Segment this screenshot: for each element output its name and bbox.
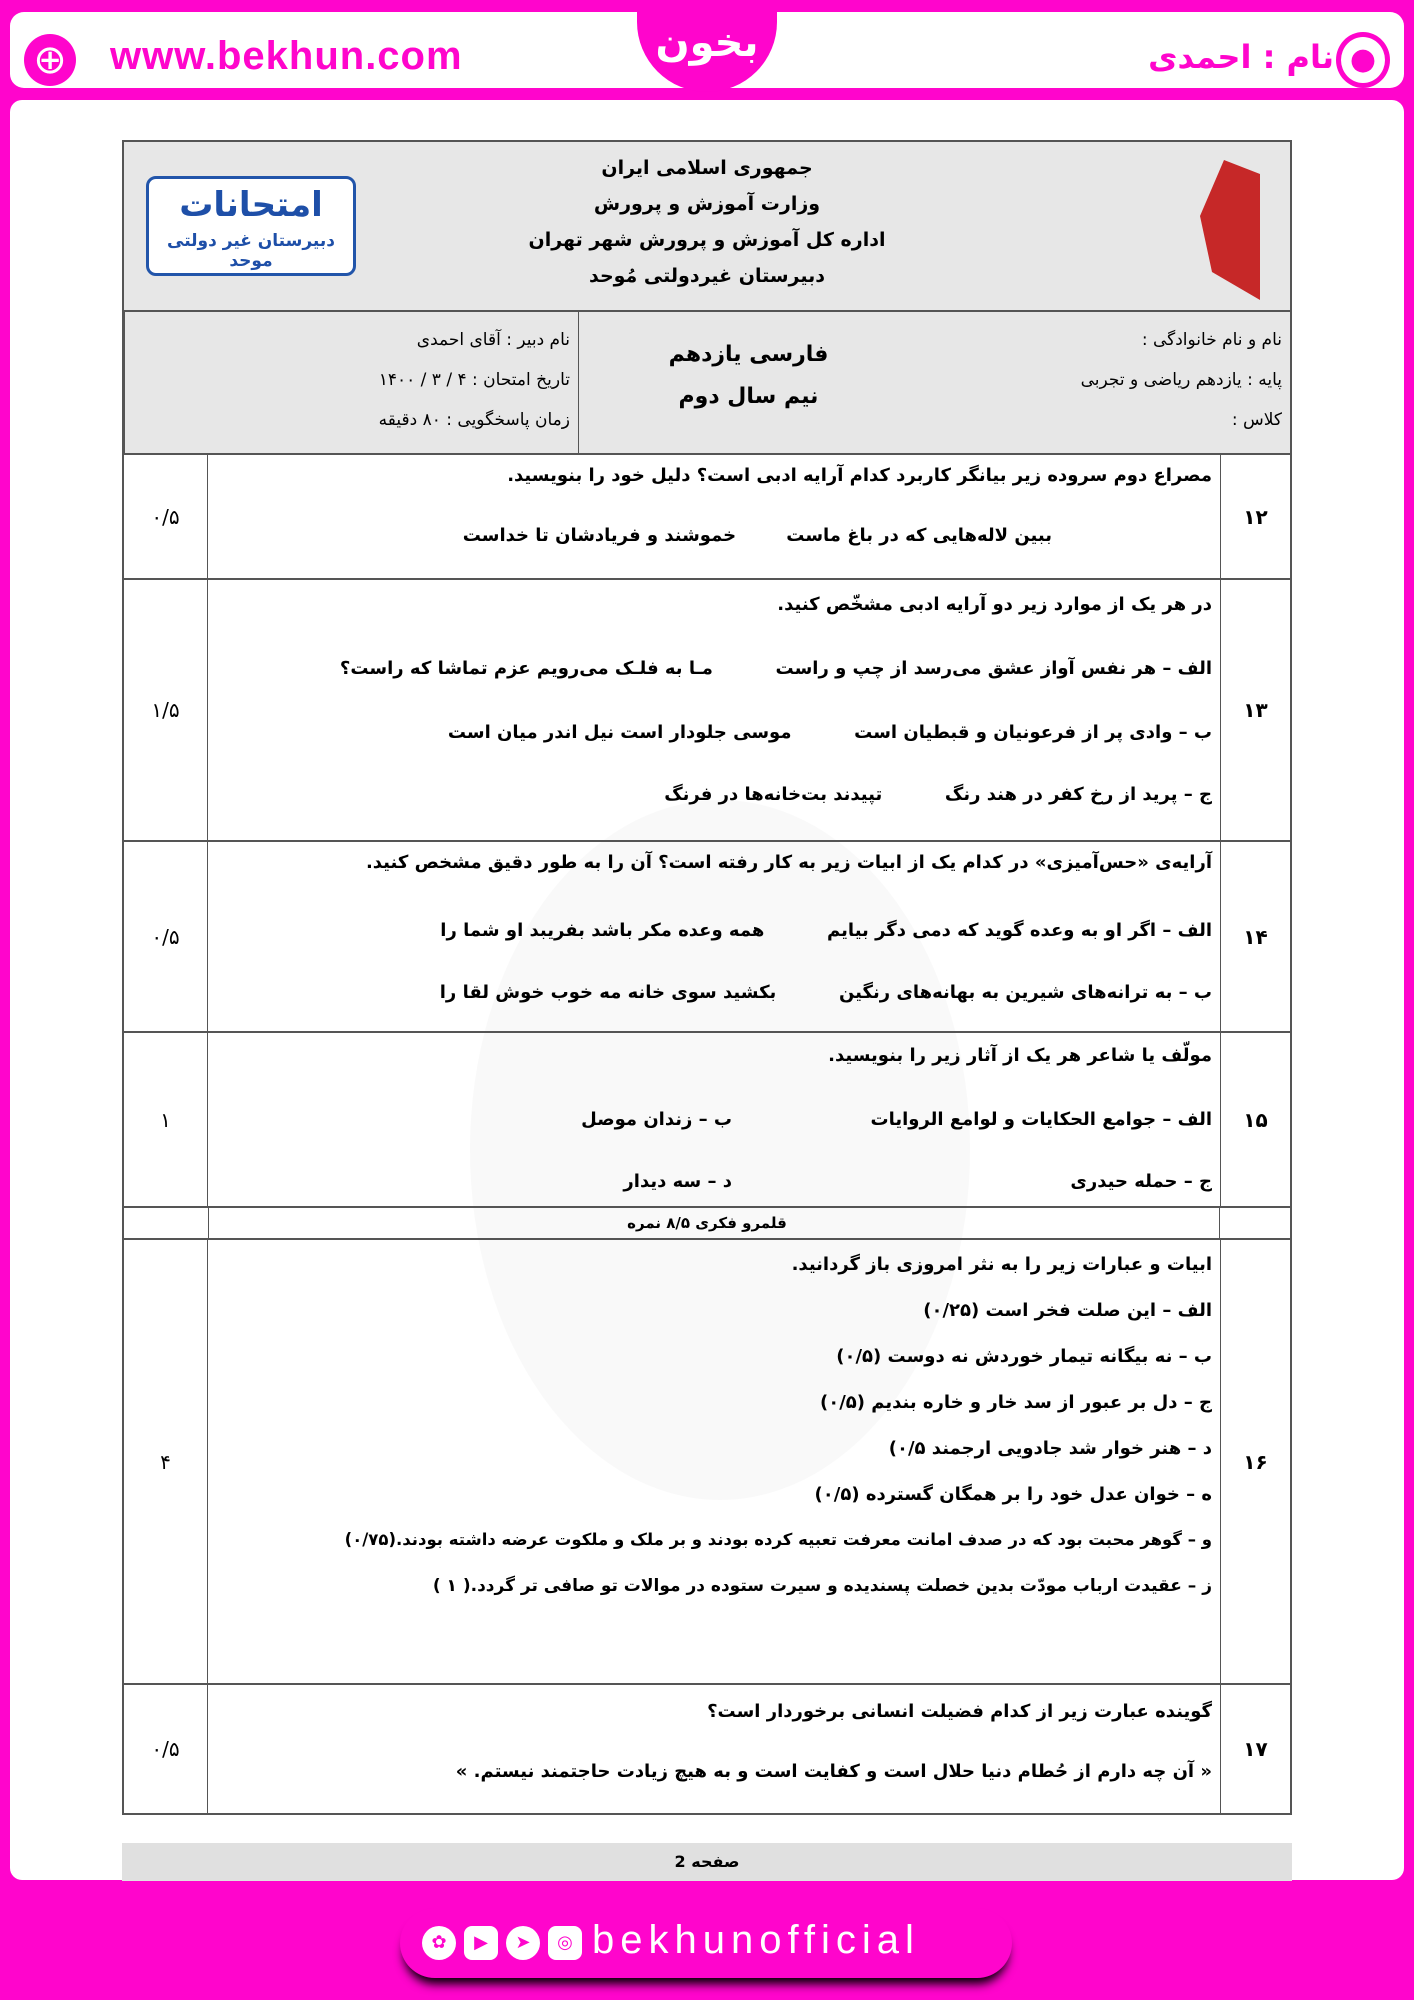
question-number: ۱۴ bbox=[1220, 842, 1290, 1031]
question-number: ۱۵ bbox=[1220, 1033, 1290, 1206]
answer-item: ج – حمله حیدری bbox=[1070, 1171, 1212, 1192]
social-footer bbox=[400, 1908, 1012, 1978]
site-url[interactable]: www.bekhun.com bbox=[110, 34, 463, 78]
sentence-item: و – گوهر محبت بود که در صدف امانت معرفت تعبیه کرده بودند و بر ملک و ملکوت عرضه داشته بودند.(۰/۷۵) bbox=[344, 1530, 1212, 1549]
grade-field: پایه : یازدهم ریاضی و تجربی bbox=[1080, 370, 1282, 390]
verse: ببین لاله‌هایی که در باغ ماست خموشند و فریادشان تا خداست bbox=[462, 525, 1052, 546]
instagram-icon[interactable]: ◎ bbox=[548, 1926, 582, 1960]
teacher-info bbox=[124, 312, 578, 453]
user-icon: ● bbox=[1336, 32, 1390, 88]
term: نیم سال دوم bbox=[678, 384, 819, 409]
question-text: گوینده عبارت زیر از کدام فضیلت انسانی برخوردار است؟ bbox=[707, 1701, 1212, 1722]
page-number: صفحه 2 bbox=[122, 1843, 1292, 1881]
question-text: ابیات و عبارات زیر را به نثر امروزی باز گردانید. bbox=[791, 1254, 1212, 1275]
question-text: مولّف یا شاعر هر یک از آثار زیر را بنویسید. bbox=[828, 1045, 1212, 1066]
student-name-field: نام و نام خانوادگی : bbox=[1141, 330, 1282, 350]
verse: ب – به ترانه‌های شیرین به بهانه‌های رنگین بکشید سوی خانه مه خوب خوش لقا را bbox=[439, 982, 1212, 1003]
globe-icon: ⊕ bbox=[24, 34, 76, 86]
student-info bbox=[918, 312, 1290, 453]
question-row bbox=[122, 1685, 1292, 1815]
sentence-item: ه – خوان عدل خود را بر همگان گسترده (۰/۵) bbox=[814, 1484, 1212, 1505]
verse: ب – وادی پر از فرعونیان و قبطیان است موسی جلودار است نیل اندر میان است bbox=[447, 722, 1212, 743]
telegram-icon[interactable]: ➤ bbox=[506, 1926, 540, 1960]
sentence-item: ج – دل بر عبور از سد خار و خاره بندیم (۰/۵) bbox=[819, 1392, 1212, 1413]
answer-item: الف – جوامع الحکایات و لوامع الروایات bbox=[870, 1109, 1212, 1130]
question-number: ۱۳ bbox=[1220, 580, 1290, 840]
sentence-item: ب – نه بیگانه تیمار خوردش نه دوست (۰/۵) bbox=[836, 1346, 1212, 1367]
sentence-item: الف – این صلت فخر است (۰/۲۵) bbox=[923, 1300, 1212, 1321]
header-title: وزارت آموزش و پرورش bbox=[593, 193, 821, 215]
header-title: دبیرستان غیردولتی مُوحد bbox=[588, 265, 826, 287]
exam-info bbox=[122, 312, 1292, 455]
question-row bbox=[122, 1240, 1292, 1685]
quote: « آن چه دارم از حُطام دنیا حلال است و کفایت است و به هیچ زیادت حاجتمند نیستم. » bbox=[455, 1761, 1212, 1782]
verse: ج – پرید از رخ کفر در هند رنگ تپیدند بت‌خانه‌ها در فرنگ bbox=[664, 784, 1212, 805]
question-number: ۱۶ bbox=[1220, 1240, 1290, 1683]
teacher-field: نام دبیر : آقای احمدی bbox=[416, 330, 570, 350]
question-score: ۰/۵ bbox=[124, 842, 208, 1031]
question-score: ۱/۵ bbox=[124, 580, 208, 840]
date-field: تاریخ امتحان : ۴ / ۳ / ۱۴۰۰ bbox=[378, 370, 570, 390]
question-score: ۰/۵ bbox=[124, 455, 208, 578]
question-text: مصراع دوم سروده زیر بیانگر کاربرد کدام آرایه ادبی است؟ دلیل خود را بنویسید. bbox=[507, 465, 1212, 486]
verse: الف – اگر او به وعده گوید که دمی دگر بیایم همه وعده مکر باشد بفریبد او شما را bbox=[440, 920, 1212, 941]
sentence-item: د – هنر خوار شد جادویی ارجمند ۰/۵) bbox=[888, 1438, 1212, 1459]
header-titles bbox=[124, 150, 1290, 294]
question-text: در هر یک از موارد زیر دو آرایه ادبی مشخّص کنید. bbox=[777, 594, 1212, 615]
question-score: ۰/۵ bbox=[124, 1685, 208, 1813]
question-row bbox=[122, 455, 1292, 580]
stamp-subtitle: دبیرستان غیر دولتی موحد bbox=[167, 231, 335, 271]
question-row bbox=[122, 1033, 1292, 1208]
youtube-icon[interactable]: ▶ bbox=[464, 1926, 498, 1960]
subject-info bbox=[578, 312, 918, 453]
answer-item: د – سه دیدار bbox=[623, 1171, 732, 1192]
question-number: ۱۷ bbox=[1220, 1685, 1290, 1813]
class-field: کلاس : bbox=[1231, 410, 1282, 430]
aparat-icon[interactable]: ✿ bbox=[422, 1926, 456, 1960]
question-row bbox=[122, 842, 1292, 1033]
verse: الف – هر نفس آواز عشق می‌رسد از چپ و راست مـا به فلـک می‌رویم عزم تماشا که راست؟ bbox=[339, 658, 1212, 679]
question-score: ۱ bbox=[124, 1033, 208, 1206]
bekhun-logo: بخون bbox=[637, 0, 777, 92]
header-title: جمهوری اسلامی ایران bbox=[601, 157, 813, 179]
answer-item: ب – زندان موصل bbox=[581, 1109, 732, 1130]
header-title: اداره کل آموزش و پرورش شهر تهران bbox=[528, 229, 886, 251]
exam-header bbox=[122, 140, 1292, 312]
question-score: ۴ bbox=[124, 1240, 208, 1683]
social-handle[interactable]: bekhunofficial bbox=[592, 1918, 920, 1962]
sentence-item: ز – عقیدت ارباب مودّت بدین خصلت پسندیده و سیرت ستوده در موالات تو صافی تر گردد.( ۱ ) bbox=[432, 1576, 1212, 1596]
question-row bbox=[122, 580, 1292, 842]
stamp-title: امتحانات bbox=[179, 185, 323, 225]
duration-field: زمان پاسخگویی : ۸۰ دقیقه bbox=[378, 410, 570, 430]
section-label: قلمرو فکری ۸/۵ نمره bbox=[122, 1208, 1292, 1240]
student-name: نام : احمدی bbox=[1148, 38, 1334, 76]
question-number: ۱۲ bbox=[1220, 455, 1290, 578]
question-text: آرایه‌ی «حس‌آمیزی» در کدام یک از ابیات زیر به کار رفته است؟ آن را به طور دقیق مشخص کنید. bbox=[365, 852, 1212, 873]
subject: فارسی یازدهم bbox=[668, 342, 829, 367]
